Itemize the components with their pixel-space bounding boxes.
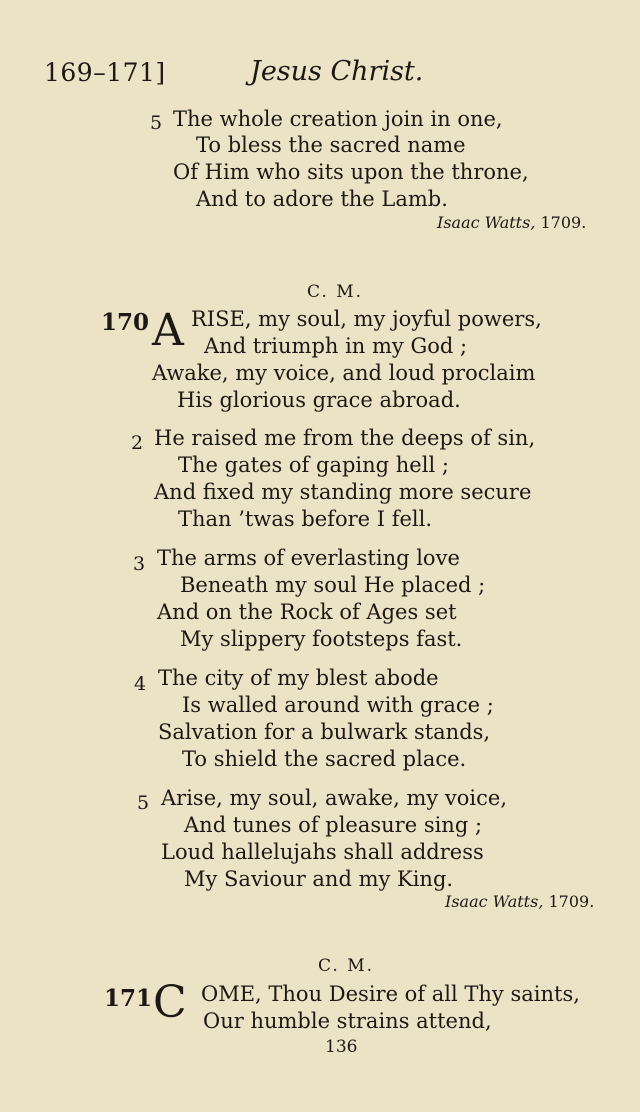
author-attribution [437,213,586,232]
year: 1709. [548,892,595,911]
verse-line: Awake, my voice, and loud proclaim [152,361,536,385]
author-name: Isaac Watts, [445,892,544,911]
verse-line: And fixed my standing more secure [154,480,532,504]
verse-line: Beneath my soul He placed ; [180,573,486,597]
verse-line: And on the Rock of Ages set [157,600,457,624]
verse-line: The city of my blest abode [158,666,439,690]
verse-line: Of Him who sits upon the throne, [173,160,529,184]
verse-number: 5 [137,792,150,814]
verse-line: And triumph in my God ; [204,334,468,358]
verse-line: My Saviour and my King. [184,867,454,891]
verse-line: Loud hallelujahs shall address [161,840,484,864]
author-name: Isaac Watts, [437,213,536,232]
verse-number: 3 [133,553,146,575]
drop-cap: A [152,305,184,356]
verse-line: The arms of everlasting love [157,546,460,570]
verse-line: Salvation for a bulwark stands, [158,720,491,744]
verse-line: And tunes of pleasure sing ; [184,813,483,837]
verse-line: He raised me from the deeps of sin, [154,426,536,450]
verse-line: Arise, my soul, awake, my voice, [161,786,507,810]
verse-number: 2 [131,432,144,454]
meter-label: C. M. [307,282,364,302]
section-title: Jesus Christ. [250,56,424,87]
verse-line: His glorious grace abroad. [177,388,461,412]
verse-line: RISE, my soul, my joyful powers, [191,307,542,331]
verse-line: Is walled around with grace ; [182,693,494,717]
verse-line: To shield the sacred place. [182,747,467,771]
verse-line: Than ’twas before I fell. [178,507,433,531]
meter-label: C. M. [318,956,375,976]
year: 1709. [540,213,587,232]
verse-line: Our humble strains attend, [203,1009,492,1033]
verse-number: 5 [150,112,163,134]
verse-number: 4 [134,673,147,695]
hymn-number: 171 [104,985,153,1012]
page-range-header: 169–171] [44,58,166,87]
verse-line: And to adore the Lamb. [196,187,448,211]
page-number: 136 [325,1037,358,1057]
verse-line: The gates of gaping hell ; [178,453,449,477]
author-attribution [445,892,594,911]
verse-line: The whole creation join in one, [173,107,503,131]
drop-cap: C [153,977,187,1028]
verse-line: To bless the sacred name [196,133,466,157]
verse-line: My slippery footsteps fast. [180,627,463,651]
verse-line: OME, Thou Desire of all Thy saints, [201,982,580,1006]
hymn-number: 170 [101,309,150,336]
